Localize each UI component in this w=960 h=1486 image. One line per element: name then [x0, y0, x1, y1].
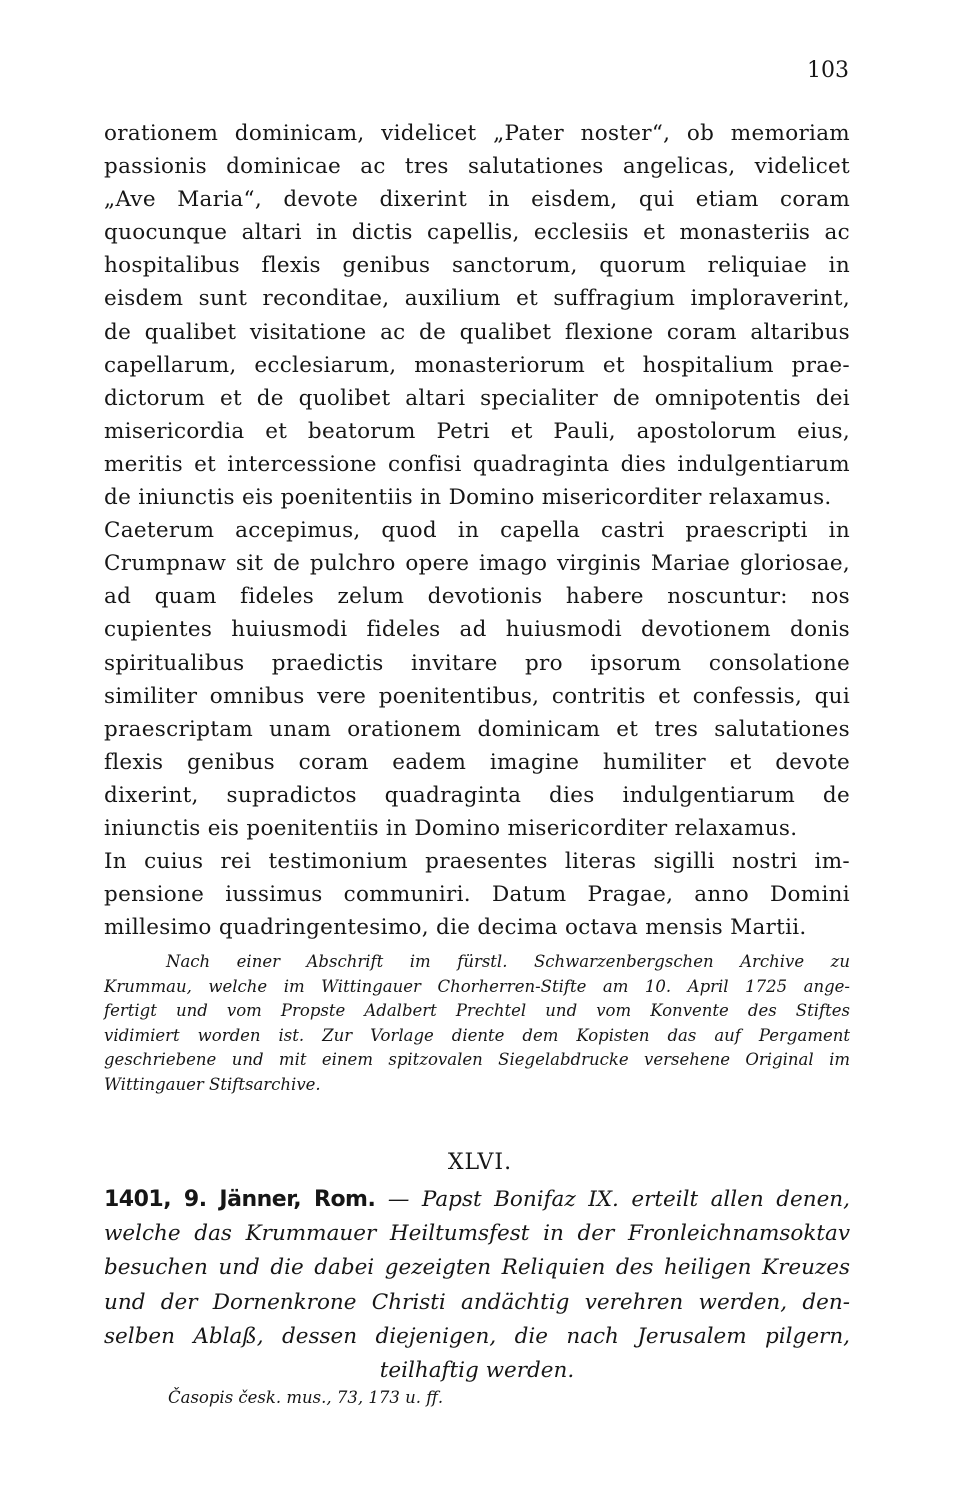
text-line: flexis genibus coram eadem imagine humiliter et devote	[104, 749, 850, 775]
text-line: iniunctis eis poenitentiis in Domino misericorditer relaxamus.	[104, 815, 798, 841]
regest-line	[104, 1183, 850, 1217]
text-line: Caeterum accepimus, quod in capella castri praescripti in	[104, 518, 850, 544]
body-text	[104, 117, 850, 944]
text-line: dixerint, supradictos quadraginta dies indulgentiarum de	[104, 782, 850, 808]
text-line: eisdem sunt reconditae, auxilium et suffragium imploraverint,	[104, 286, 850, 312]
text-line: pensione iussimus communiri. Datum Pragae, anno Domini	[104, 882, 850, 908]
text-line: passionis dominicae ac tres salutationes angelicas, videlicet	[104, 154, 850, 180]
text-line: capellarum, ecclesiarum, monasteriorum et hospitalium prae-	[104, 352, 850, 378]
text-line: de iniunctis eis poenitentiis in Domino misericorditer relaxamus.	[104, 485, 832, 511]
text-line: quocunque altari in dictis capellis, ecclesiis et monasteriis ac	[104, 220, 850, 246]
note-line: geschriebene und mit einem spitzovalen Siegelabdrucke versehene Original im	[104, 1050, 850, 1070]
document-number: XLVI.	[447, 1150, 513, 1175]
text-line: ad quam fideles zelum devotionis habere noscuntur: nos	[104, 584, 850, 610]
note-line: Krummau, welche im Wittingauer Chorherren-Stifte am 10. April 1725 ange-	[104, 976, 850, 996]
page-number: 103	[807, 58, 849, 83]
note-line: Wittingauer Stiftsarchive.	[104, 1074, 321, 1094]
text-line: misericordia et beatorum Petri et Pauli, apostolorum eius,	[104, 418, 850, 444]
text-line: dictorum et de quolibet altari specialiter de omnipotentis dei	[104, 385, 850, 411]
source-citation: Časopis česk. mus., 73, 173 u. ff.	[168, 1388, 444, 1407]
text-line: „Ave Maria“, devote dixerint in eisdem, qui etiam coram	[104, 187, 850, 213]
text-line: similiter omnibus vere poenitentibus, contritis et confessis, qui	[104, 683, 850, 709]
regest-line: besuchen und die dabei gezeigten Reliquien des heiligen Kreuzes	[104, 1255, 850, 1281]
regest-line: und der Dornenkrone Christi andächtig verehren werden, den-	[104, 1289, 850, 1315]
regest-date-place: 1401, 9. Jänner, Rom.	[104, 1187, 376, 1212]
text-line: de qualibet visitatione ac de qualibet flexione coram altaribus	[104, 319, 850, 345]
regest-line: teilhaftig werden.	[379, 1357, 575, 1383]
regest-line: selben Ablaß, dessen diejenigen, die nach Jerusalem pilgern,	[104, 1323, 850, 1349]
text-line: orationem dominicam, videlicet „Pater noster“, ob memoriam	[104, 121, 850, 146]
regest-heading-text: — Papst Bonifaz IX. erteilt allen denen,	[375, 1187, 850, 1212]
text-line: praescriptam unam orationem dominicam et tres salutationes	[104, 716, 850, 742]
text-line: millesimo quadringentesimo, die decima octava mensis Martii.	[104, 915, 807, 941]
regest	[104, 1183, 850, 1388]
note-line: fertigt und vom Propste Adalbert Prechtel und vom Konvente des Stiftes	[104, 1001, 850, 1021]
text-line: cupientes huiusmodi fideles ad huiusmodi devotionem donis	[104, 617, 850, 643]
text-line: spiritualibus praedictis invitare pro ipsorum consolatione	[104, 650, 850, 676]
note-line: vidimiert worden ist. Zur Vorlage diente dem Kopisten das auf Pergament	[104, 1025, 850, 1045]
text-line: meritis et intercessione confisi quadraginta dies indulgentiarum	[104, 451, 850, 477]
text-line: Crumpnaw sit de pulchro opere imago virginis Mariae gloriosae,	[104, 551, 850, 577]
source-note	[104, 950, 850, 1098]
note-line: Nach einer Abschrift im fürstl. Schwarzenbergschen Archive zu	[166, 952, 850, 971]
regest-line: welche das Krummauer Heiltumsfest in der Fronleichnamsoktav	[104, 1221, 850, 1247]
text-line: hospitalibus flexis genibus sanctorum, quorum reliquiae in	[104, 253, 850, 279]
text-line: In cuius rei testimonium praesentes literas sigilli nostri im-	[104, 849, 850, 875]
